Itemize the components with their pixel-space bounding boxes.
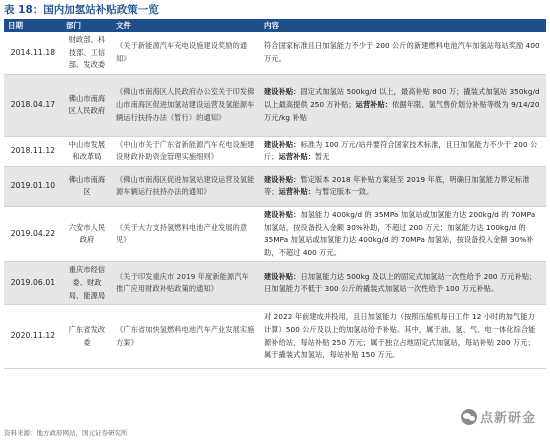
subsidy-type-label: 建设补贴：	[264, 271, 301, 281]
header-doc: 文件	[112, 19, 260, 32]
subsidy-type-label: 建设补贴：	[264, 139, 301, 149]
content-cell	[260, 136, 546, 166]
content-cell	[260, 74, 546, 136]
subsidy-type-label: 建设补贴：	[264, 87, 301, 97]
header-date: 日期	[4, 19, 62, 32]
subsidy-type-label: 运营补贴：	[355, 99, 393, 109]
content-cell	[260, 262, 546, 305]
content-text: 撬装式加氢站 350kg/d 以上最高提供 250 万补贴；	[264, 87, 540, 109]
table-body	[4, 32, 546, 369]
policy-table	[4, 19, 546, 369]
dept-cell: 六安市人民政府	[62, 206, 112, 261]
dept-cell: 财政部、科技部、工信部、发改委	[62, 32, 112, 74]
wechat-icon	[461, 409, 477, 425]
dept-cell: 重庆市经信委、财政局、能源局	[62, 262, 112, 305]
date-cell: 2019.04.22	[4, 206, 62, 261]
table-row	[4, 166, 546, 206]
table-row	[4, 305, 546, 369]
date-cell: 2020.11.12	[4, 305, 62, 369]
content-text: 暂无	[315, 152, 330, 162]
table-title: 表 18：国内加氢站补贴政策一览	[4, 4, 159, 16]
table-row	[4, 74, 546, 136]
doc-cell: 《佛山市南海区促进加氢站建设运营及氢能源车辆运行扶持办法的通知》	[112, 166, 260, 206]
doc-cell: 《关于大力支持氢燃料电池产业发展的意见》	[112, 206, 260, 261]
table-row	[4, 206, 546, 261]
content-cell	[260, 32, 546, 74]
doc-cell: 《关于印发重庆市 2019 年度新能源汽车推广应用财政补贴政策的通知》	[112, 262, 260, 305]
source-note: 资料来源：地方政府网站，国元证券研究所	[4, 429, 128, 437]
content-text: 对 2022 年前建成并投用，且日加氢能力（按照压缩机每日工作 12 小时的加气能力计算）500 公斤及以上的加氢站给予补贴。其中，属于油、氢、气、电一体化综合能源补给站，每站补贴 250 万元；属于独立占地固定式加氢站，每站补贴 200 万元；属于撬装式加氢站，每站补贴 150 万元。	[264, 312, 536, 360]
table-row	[4, 136, 546, 166]
watermark	[461, 407, 536, 426]
subsidy-type-label: 运营补贴：	[278, 152, 316, 162]
content-cell	[260, 206, 546, 261]
content-text: 暂定版本 2018 年补贴方案延至 2019 年底，明确日加氢能力界定标准等；	[264, 174, 530, 197]
header-dept: 部门	[62, 19, 112, 32]
content-text: 加氢能力 400kg/d 的 35MPa 加氢站或加氢能力达 200kg/d 的 70MPa 加氢站，按设备投入金额 30%补助，不超过 200 万元；加氢能力达 100kg/d 的 35MPa 加氢站或加氢能力达 400kg/d 的 70MPa 加氢站，按设备投入金额 30%补助，不超过 400 万元。	[264, 209, 536, 257]
date-cell: 2018.11.12	[4, 136, 62, 166]
subsidy-type-label: 运营补贴：	[278, 187, 316, 197]
dept-cell: 佛山市南海区	[62, 166, 112, 206]
date-cell: 2019.01.10	[4, 166, 62, 206]
table-row	[4, 262, 546, 305]
doc-cell: 《关于新能源汽车充电设施建设奖励的通知》	[112, 32, 260, 74]
doc-cell: 《广东省加快氢燃料电池汽车产业发展实施方案》	[112, 305, 260, 369]
content-text: 符合国家标准且日加氢能力不少于 200 公斤的新建燃料电池汽车加氢站每站奖励 400 万元。	[264, 41, 540, 63]
header-content: 内容	[260, 19, 546, 32]
date-cell: 2018.04.17	[4, 74, 62, 136]
content-text: 固定式加氢站 500kg/d 以上，最高补贴 800 万；	[300, 87, 464, 97]
content-text: 标准为 100 万元/站并要符合国家技术标准，且日加氢能力不少于 200 公斤；	[264, 139, 538, 162]
date-cell: 2019.06.01	[4, 262, 62, 305]
content-text: 与暂定版本一致。	[315, 187, 374, 197]
dept-cell: 中山市发展和改革局	[62, 136, 112, 166]
date-cell: 2014.11.18	[4, 32, 62, 74]
content-text: 日加氢能力达 500kg 及以上的固定式加氢站一次性给予 200 万元补贴；日加氢能力不低于 300 公斤的撬装式加氢站一次性给予 100 万元补贴。	[264, 271, 537, 294]
watermark-text: 点新研金	[479, 411, 536, 426]
doc-cell: 《佛山市南海区人民政府办公室关于印发佛山市南海区促进加氢站建设运营及氢能源车辆运行扶持办法（暂行）的通知》	[112, 74, 260, 136]
subsidy-type-label: 建设补贴：	[264, 174, 301, 184]
subsidy-type-label: 建设补贴：	[264, 209, 301, 219]
doc-cell: 《中山市关于广东省新能源汽车充电设施建设财政补助资金管理实施细则》	[112, 136, 260, 166]
table-row	[4, 32, 546, 74]
table-header	[4, 19, 546, 32]
content-cell	[260, 166, 546, 206]
content-cell	[260, 305, 546, 369]
content-text: 依据年限、氢气售价划分补贴等级为 9/14/20 万元/kg 补贴	[264, 99, 540, 122]
dept-cell: 广东省发改委	[62, 305, 112, 369]
dept-cell: 佛山市南海区人民政府	[62, 74, 112, 136]
